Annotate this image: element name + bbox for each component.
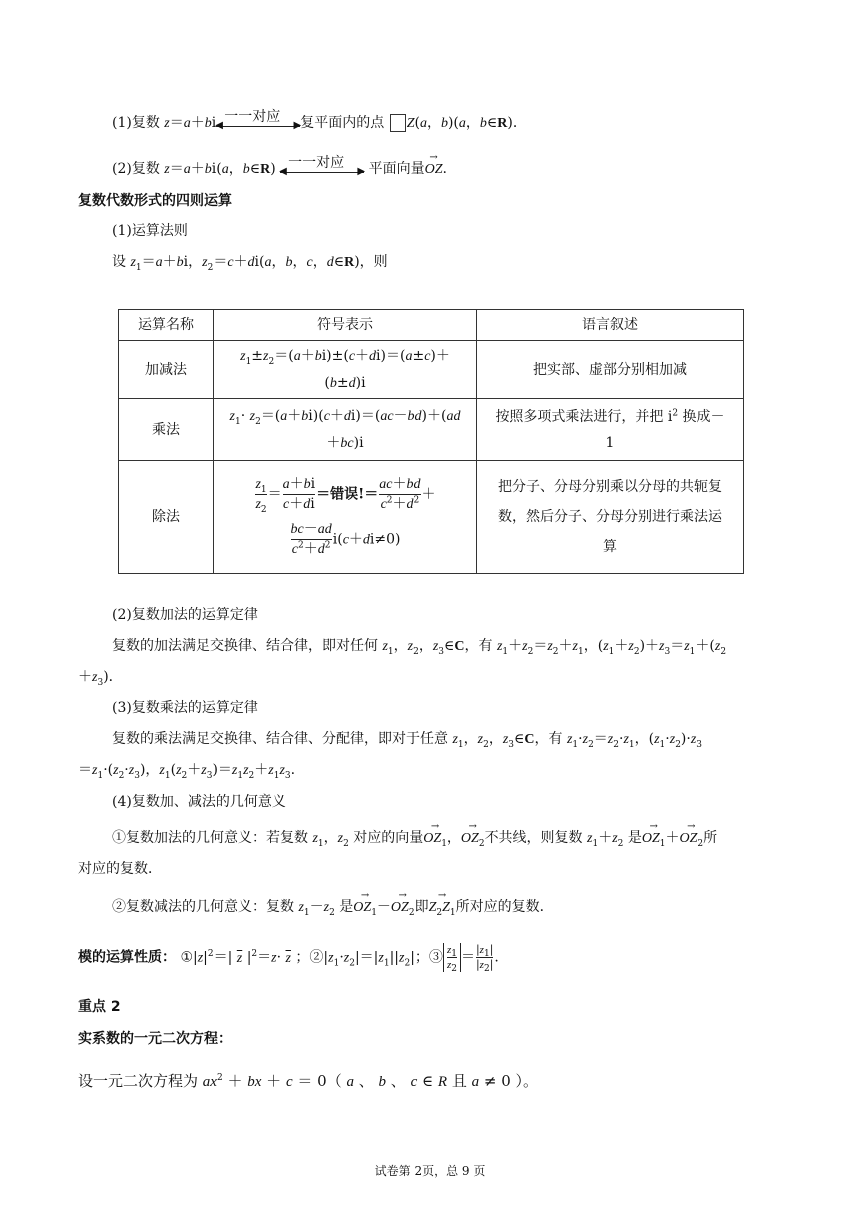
rule-title: (1)运算法则: [112, 223, 188, 239]
op-symbol: $z_1\cdot z_2=(a+bi)(c+di)=(ac-bd)+(ad$ ＋bc)i: [214, 399, 477, 461]
multiplication-law-title: (3)复数乘法的运算定律: [112, 700, 258, 716]
fraction: $\frac{ac+bd}{c^2+d^2}$: [379, 476, 421, 512]
four-ops-heading: 复数代数形式的四则运算: [78, 193, 232, 209]
op-name: 加减法: [119, 341, 214, 399]
op-name: 乘法: [119, 399, 214, 461]
table-row: [119, 399, 744, 461]
geometry-addition: ①复数加法的几何意义：若复数 $z_1$，$z_2$ 对应的向量→ $OZ_1$，→ $OZ_2$不共线，则复数 $z_1+z_2$ 是→ $OZ_1+\to OZ_2$所: [112, 829, 717, 848]
table-row: [119, 461, 744, 574]
addition-law-text: 复数的加法满足交换律、结合律，即对任何 $z_1$，$z_2$，$z_3\in C$，有 $z_1+z_2=z_2+z_1$，$(z_1+z_2)+z_3=z_1+(z_2$: [112, 638, 727, 657]
table-header: 运算名称: [119, 310, 214, 341]
op-name: 除法: [119, 461, 214, 574]
op-description: 按照多项式乘法进行，并把 $i^2$ 换成－ 1: [477, 399, 744, 461]
geometry-subtraction: ②复数减法的几何意义：复数 $z_1-z_2$ 是→ $OZ_1-\to OZ_2$即→ $Z_2Z_1$所对应的复数．: [112, 898, 554, 917]
geometry-addition-cont: 对应的复数．: [78, 861, 162, 877]
correspondence-line-1: (1)复数 z＝a＋bi 一一对应 ◀ ▶ 复平面内的点 Z(a，b)(a，b∈R)．: [112, 109, 527, 131]
correspondence-line-2: (2)复数 z＝a＋bi(a，b∈R) 一一对应 ◀ ▶ 平面向量→ OZ.: [112, 160, 447, 179]
multiplication-law-text: 复数的乘法满足交换律、结合律、分配律，即对于任意 $z_1$，$z_2$，$z_3\in C$，有 $z_1\cdot z_2=z_2\cdot z_1$，$(z_1\cdot z_2)\cdot z_3$: [112, 731, 703, 750]
multiplication-law-text-cont: $=z_1\cdot(z_2\cdot z_3)$，$z_1(z_2+z_3)=z_1z_2+z_1z_3$.: [78, 762, 296, 781]
setup-text: 设 $z_1=a+bi$，$z_2=c+di(a$，b，c，d∈R)，则: [112, 254, 388, 273]
key-point-subheading: 实系数的一元二次方程：: [78, 1031, 232, 1047]
op-symbol: $\frac{z_1}{z_2}$ ＝ $\frac{a+bi}{c+di}$ ＝错误!＝ $\frac{ac+bd}{c^2+d^2}$ ＋ $\frac{bc-ad}{c^2+d^2}$ i(c＋di≠0): [214, 461, 477, 574]
op-symbol: $z_1\pm z_2=(a+bi)\pm(c+di)=(a\pm c)+$ (b±d)i: [214, 341, 477, 399]
fraction: $\frac{z_1}{z_2}$: [255, 477, 267, 515]
double-arrow-icon: 一一对应 ◀ ▶: [215, 109, 302, 131]
page-footer: 试卷第 2页，总 9 页: [374, 1164, 486, 1178]
fraction: $\frac{a+bi}{c+di}$: [282, 476, 316, 512]
table-row: [119, 341, 744, 399]
fraction: $\frac{bc-ad}{c^2+d^2}$: [290, 521, 332, 557]
op-description: 把分子、分母分别乘以分母的共轭复 数，然后分子、分母分别进行乘法运 算: [477, 461, 744, 574]
table-header: 符号表示: [214, 310, 477, 341]
table-header-row: [119, 310, 744, 341]
geometry-title: (4)复数加、减法的几何意义: [112, 794, 286, 810]
addition-law-text-cont: $+z_3$)．: [78, 669, 123, 688]
double-arrow-icon: 一一对应 ◀ ▶: [279, 155, 366, 177]
modulus-properties: 模的运算性质： $①|z|^2=|$ $\overline{z}$ $|^2=z\cdot \overline{z}$ ；$②|z_1\cdot z_2|=|z_1||z_2|$；③ $\frac{z_1}{z_2}$ ＝ $\frac{|z_1|}{|z_2|}$ .: [78, 943, 499, 975]
quadratic-equation: 设一元二次方程为 $ax^2$ ＋ bx ＋ c ＝ 0（ a 、 b 、 c ∈ R 且 a ≠ 0 ）。: [78, 1072, 539, 1090]
operations-table: [118, 309, 744, 574]
addition-law-title: (2)复数加法的运算定律: [112, 607, 258, 623]
error-box-icon: [390, 114, 406, 132]
op-description: 把实部、虚部分别相加减: [477, 341, 744, 399]
table-header: 语言叙述: [477, 310, 744, 341]
key-point-heading: 重点 2: [78, 999, 121, 1015]
